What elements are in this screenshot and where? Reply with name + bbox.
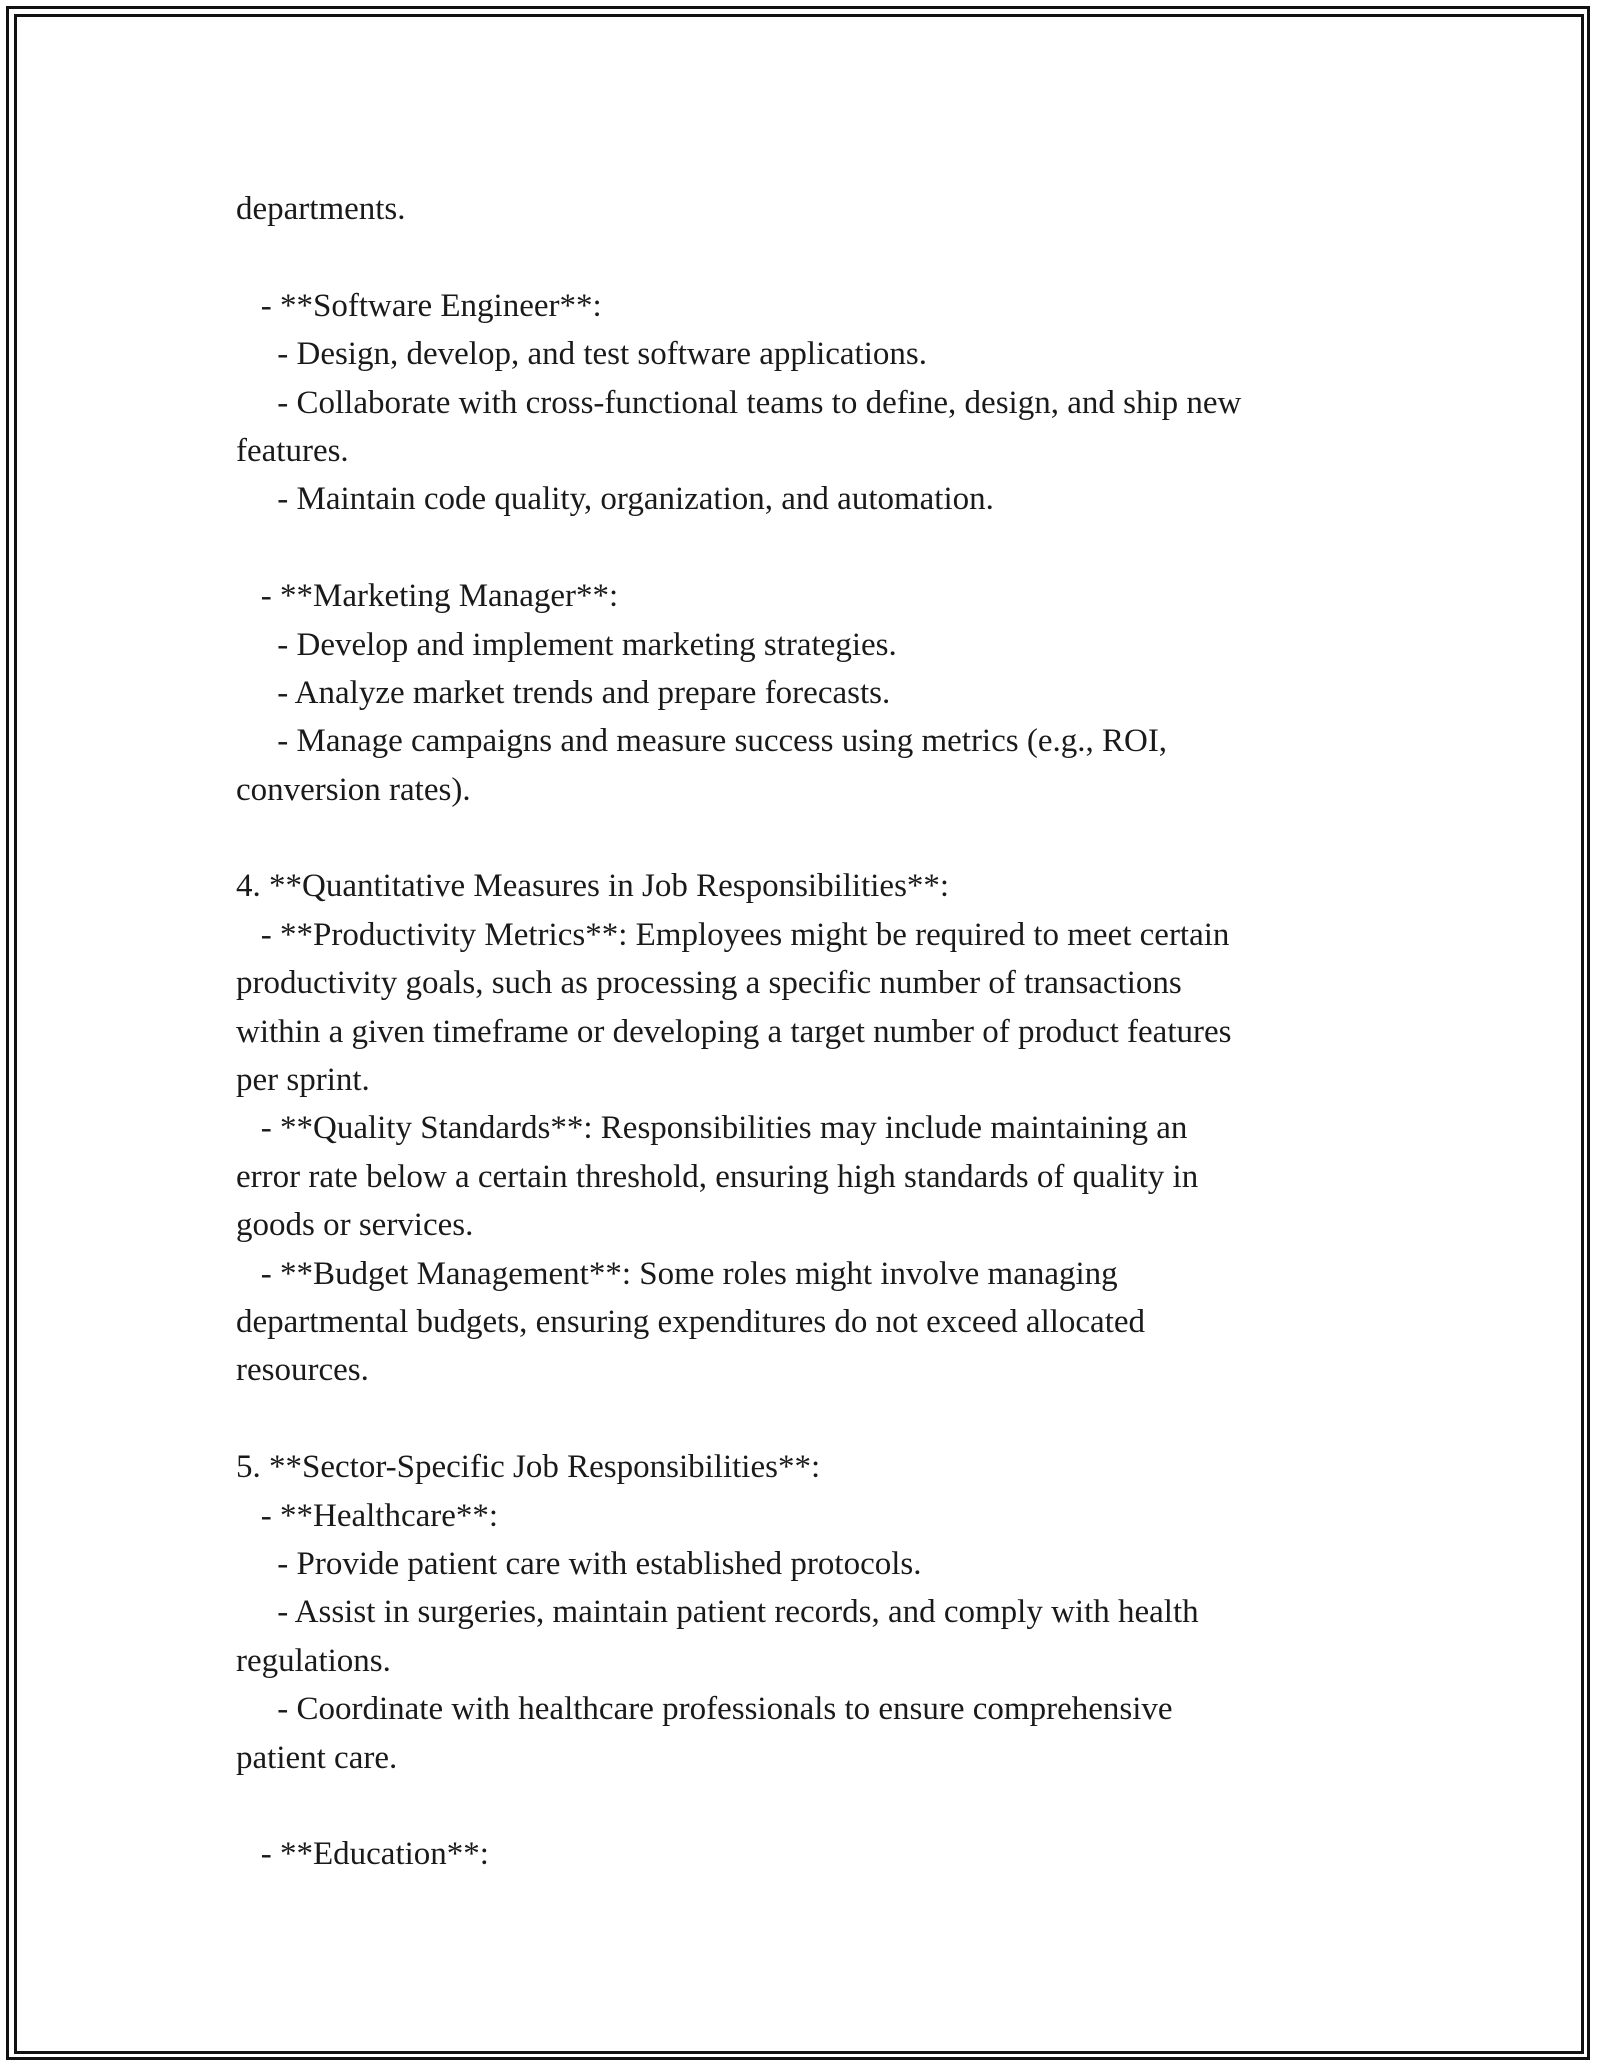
text-line: - **Software Engineer**: bbox=[236, 287, 602, 324]
text-line: - Assist in surgeries, maintain patient records, and comply with health bbox=[236, 1594, 1199, 1631]
text-line: departments. bbox=[236, 191, 406, 227]
blank-line bbox=[236, 814, 1366, 862]
text-line: - Develop and implement marketing strategies. bbox=[236, 626, 897, 663]
text-line: - **Productivity Metrics**: Employees might be required to meet certain bbox=[236, 916, 1230, 953]
document-body bbox=[236, 185, 1366, 1879]
blank-line bbox=[236, 233, 1366, 281]
text-line: - **Education**: bbox=[236, 1836, 489, 1873]
text-line: - Coordinate with healthcare professionals to ensure comprehensive bbox=[236, 1691, 1173, 1728]
section-heading: 4. **Quantitative Measures in Job Responsibilities**: bbox=[236, 868, 950, 905]
text-line: within a given timeframe or developing a target number of product features bbox=[236, 1013, 1232, 1050]
text-line: departmental budgets, ensuring expenditures do not exceed allocated bbox=[236, 1303, 1146, 1340]
text-line: - Manage campaigns and measure success using metrics (e.g., ROI, bbox=[236, 723, 1168, 760]
text-line: resources. bbox=[236, 1352, 369, 1389]
text-line: conversion rates). bbox=[236, 771, 471, 808]
text-line: - **Healthcare**: bbox=[236, 1497, 499, 1534]
text-line: - Maintain code quality, organization, and automation. bbox=[236, 481, 994, 518]
section-heading: 5. **Sector-Specific Job Responsibilities**: bbox=[236, 1449, 821, 1486]
blank-line bbox=[236, 1395, 1366, 1443]
blank-line bbox=[236, 524, 1366, 572]
text-line: - Analyze market trends and prepare forecasts. bbox=[236, 674, 891, 711]
text-line: - **Budget Management**: Some roles might involve managing bbox=[236, 1255, 1118, 1292]
text-line: - Provide patient care with established protocols. bbox=[236, 1545, 922, 1582]
text-line: - **Marketing Manager**: bbox=[236, 578, 619, 615]
text-line: patient care. bbox=[236, 1739, 398, 1776]
text-line: productivity goals, such as processing a specific number of transactions bbox=[236, 965, 1182, 1002]
text-line: regulations. bbox=[236, 1642, 391, 1679]
text-line: - **Quality Standards**: Responsibilities may include maintaining an bbox=[236, 1110, 1188, 1147]
text-line: per sprint. bbox=[236, 1062, 370, 1099]
blank-line bbox=[236, 1782, 1366, 1830]
text-line: features. bbox=[236, 432, 349, 469]
text-line: goods or services. bbox=[236, 1207, 474, 1244]
text-line: error rate below a certain threshold, ensuring high standards of quality in bbox=[236, 1158, 1199, 1195]
text-line: - Collaborate with cross-functional teams to define, design, and ship new bbox=[236, 384, 1242, 421]
text-line: - Design, develop, and test software applications. bbox=[236, 336, 927, 373]
